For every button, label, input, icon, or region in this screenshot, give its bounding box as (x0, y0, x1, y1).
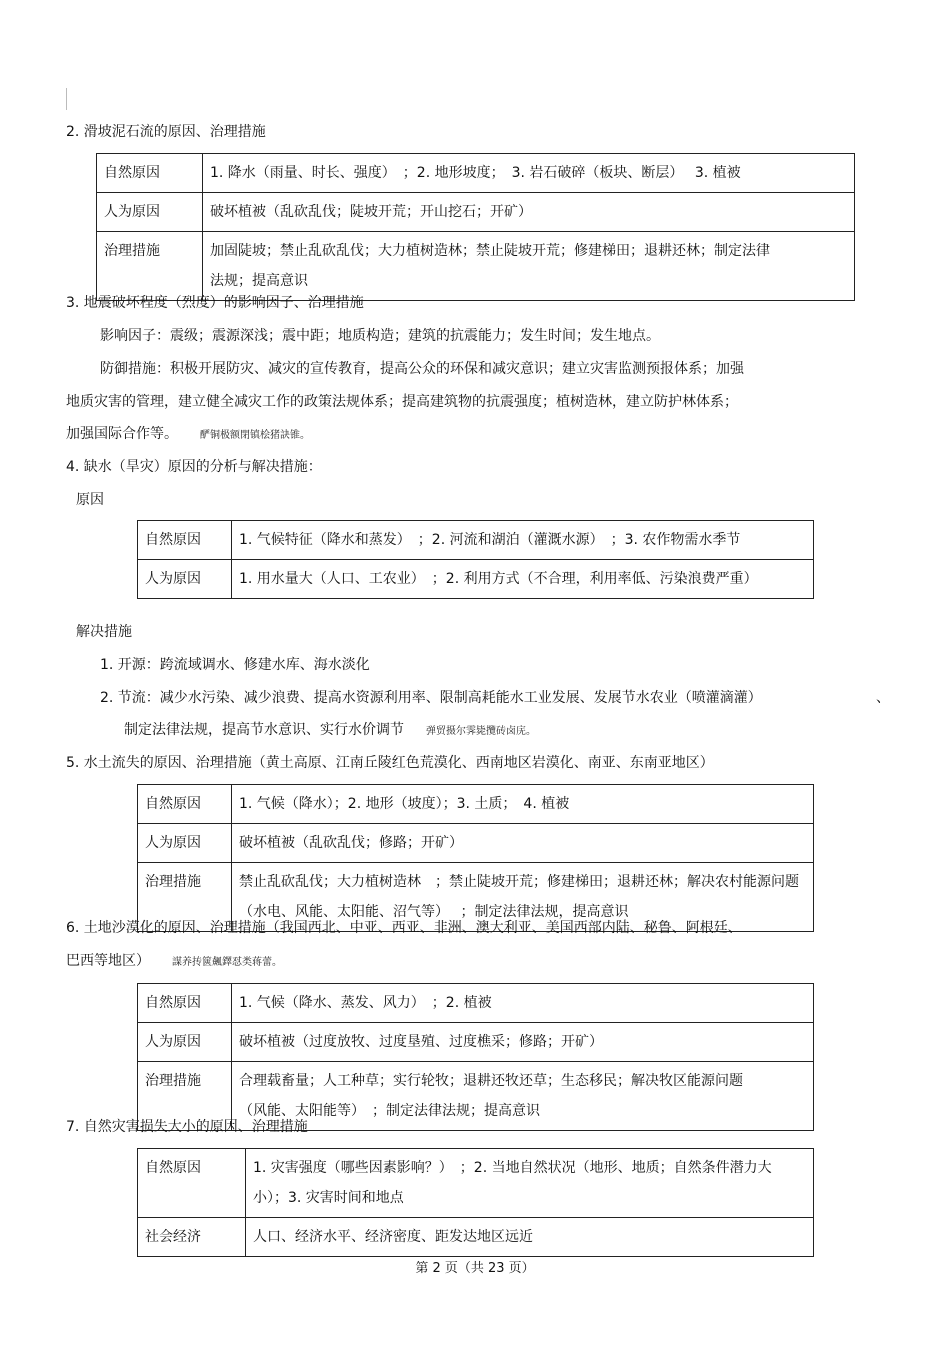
row-value: 1. 用水量大（人口、工农业） ；2. 利用方式（不合理，利用率低、污染浪费严重） (232, 560, 814, 599)
drought-table (137, 520, 814, 599)
solution-item-1: 1. 开源：跨流域调水、修建水库、海水淡化 (100, 657, 370, 673)
row-value: 破坏植被（过度放牧、过度垦殖、过度樵采；修路；开矿） (232, 1023, 814, 1062)
table-row (138, 1149, 814, 1218)
table-row (97, 154, 855, 193)
row-key: 自然原因 (138, 984, 232, 1023)
defense-line-1: 防御措施：积极开展防灾、减灾的宣传教育，提高公众的环保和减灾意识；建立灾害监测预报体系；加强 (100, 361, 744, 377)
influence-factors: 影响因子：震级；震源深浅；震中距；地质构造；建筑的抗震能力；发生时间；发生地点。 (100, 328, 660, 344)
row-key: 人为原因 (138, 1023, 232, 1062)
defense-text: 加强国际合作等。 (66, 426, 178, 442)
margin-mark (66, 88, 67, 110)
table-row (138, 1023, 814, 1062)
solution-label: 解决措施 (76, 624, 132, 640)
row-value: 1. 降水（雨量、时长、强度） ；2. 地形坡度； 3. 岩石破碎（板块、断层） 3. 植被 (203, 154, 855, 193)
section-3-heading: 3. 地震破坏程度（烈度）的影响因子、治理措施 (66, 295, 364, 311)
row-key: 自然原因 (138, 1149, 246, 1218)
noise-text: 謀养抟篋飆鐸怼类蒋蕾。 (172, 957, 282, 968)
erosion-table (137, 784, 814, 932)
reason-label: 原因 (76, 492, 104, 508)
solution-item-2b (124, 720, 536, 742)
row-key: 社会经济 (138, 1218, 246, 1257)
row-value: 破坏植被（乱砍乱伐；陡坡开荒；开山挖石；开矿） (203, 193, 855, 232)
row-value: 加固陡坡；禁止乱砍乱伐；大力植树造林；禁止陡坡开荒；修建梯田；退耕还林；制定法律法规；提高意识 (203, 232, 855, 301)
section-4-heading: 4. 缺水（旱灾）原因的分析与解决措施： (66, 459, 322, 475)
section-6-heading: 6. 土地沙漠化的原因、治理措施（我国西北、中亚、西亚、非洲、澳大利亚、美国西部内陆、秘鲁、阿根廷、 (66, 920, 742, 936)
row-value: 破坏植被（乱砍乱伐；修路；开矿） (232, 824, 814, 863)
row-key: 人为原因 (138, 560, 232, 599)
noise-text: 酽铜极额閉镇桧猪訣锥。 (200, 430, 310, 441)
table-row (138, 824, 814, 863)
row-key: 人为原因 (97, 193, 203, 232)
table-row (97, 232, 855, 301)
row-key: 治理措施 (138, 863, 232, 932)
disaster-loss-table (137, 1148, 814, 1257)
solution-text: 制定法律法规，提高节水意识、实行水价调节 (124, 722, 404, 738)
defense-line-2: 地质灾害的管理，建立健全减灾工作的政策法规体系；提高建筑物的抗震强度；植树造林，建立防护林体系； (66, 394, 738, 410)
desertification-table (137, 983, 814, 1131)
solution-item-2: 2. 节流：减少水污染、减少浪费、提高水资源利用率、限制高耗能水工业发展、发展节水农业（喷灌滴灌） (100, 690, 762, 706)
row-key: 治理措施 (138, 1062, 232, 1131)
section-5-heading: 5. 水土流失的原因、治理措施（黄土高原、江南丘陵红色荒漠化、西南地区岩漠化、南亚、东南亚地区） (66, 755, 714, 771)
row-value: 1. 气候（降水、蒸发、风力） ；2. 植被 (232, 984, 814, 1023)
landslide-table (96, 153, 855, 301)
section-7-heading: 7. 自然灾害损失大小的原因、治理措施 (66, 1119, 308, 1135)
table-row (97, 193, 855, 232)
row-value: 禁止乱砍乱伐；大力植树造林 ；禁止陡坡开荒；修建梯田；退耕还林；解决农村能源问题（水电、风能、太阳能、沼气等） ；制定法律法规，提高意识 (232, 863, 814, 932)
row-key: 自然原因 (138, 785, 232, 824)
noise-text: 弹贸摄尔霁毙攬砖卤庑。 (426, 726, 536, 737)
row-key: 自然原因 (97, 154, 203, 193)
table-row (138, 1218, 814, 1257)
table-row (138, 521, 814, 560)
heading-text: 巴西等地区） (66, 953, 150, 969)
row-key: 自然原因 (138, 521, 232, 560)
table-row (138, 984, 814, 1023)
row-value: 1. 气候（降水）；2. 地形（坡度）；3. 土质； 4. 植被 (232, 785, 814, 824)
row-value: 人口、经济水平、经济密度、距发达地区远近 (246, 1218, 814, 1257)
row-key: 治理措施 (97, 232, 203, 301)
defense-line-3 (66, 424, 310, 446)
table-row (138, 560, 814, 599)
row-value: 1. 气候特征（降水和蒸发） ；2. 河流和湖泊（灌溉水源） ；3. 农作物需水季节 (232, 521, 814, 560)
row-key: 人为原因 (138, 824, 232, 863)
section-2-heading: 2. 滑坡泥石流的原因、治理措施 (66, 124, 266, 140)
table-row (138, 785, 814, 824)
solution-item-2-tail: 、 (876, 690, 890, 706)
section-6-heading-2 (66, 951, 282, 973)
page-footer: 第 2 页（共 23 页） (415, 1261, 535, 1276)
row-value: 1. 灾害强度（哪些因素影响？） ；2. 当地自然状况（地形、地质；自然条件潜力大小）；3. 灾害时间和地点 (246, 1149, 814, 1218)
row-value: 合理载畜量；人工种草；实行轮牧；退耕还牧还草；生态移民；解决牧区能源问题（风能、太阳能等） ；制定法律法规；提高意识 (232, 1062, 814, 1131)
